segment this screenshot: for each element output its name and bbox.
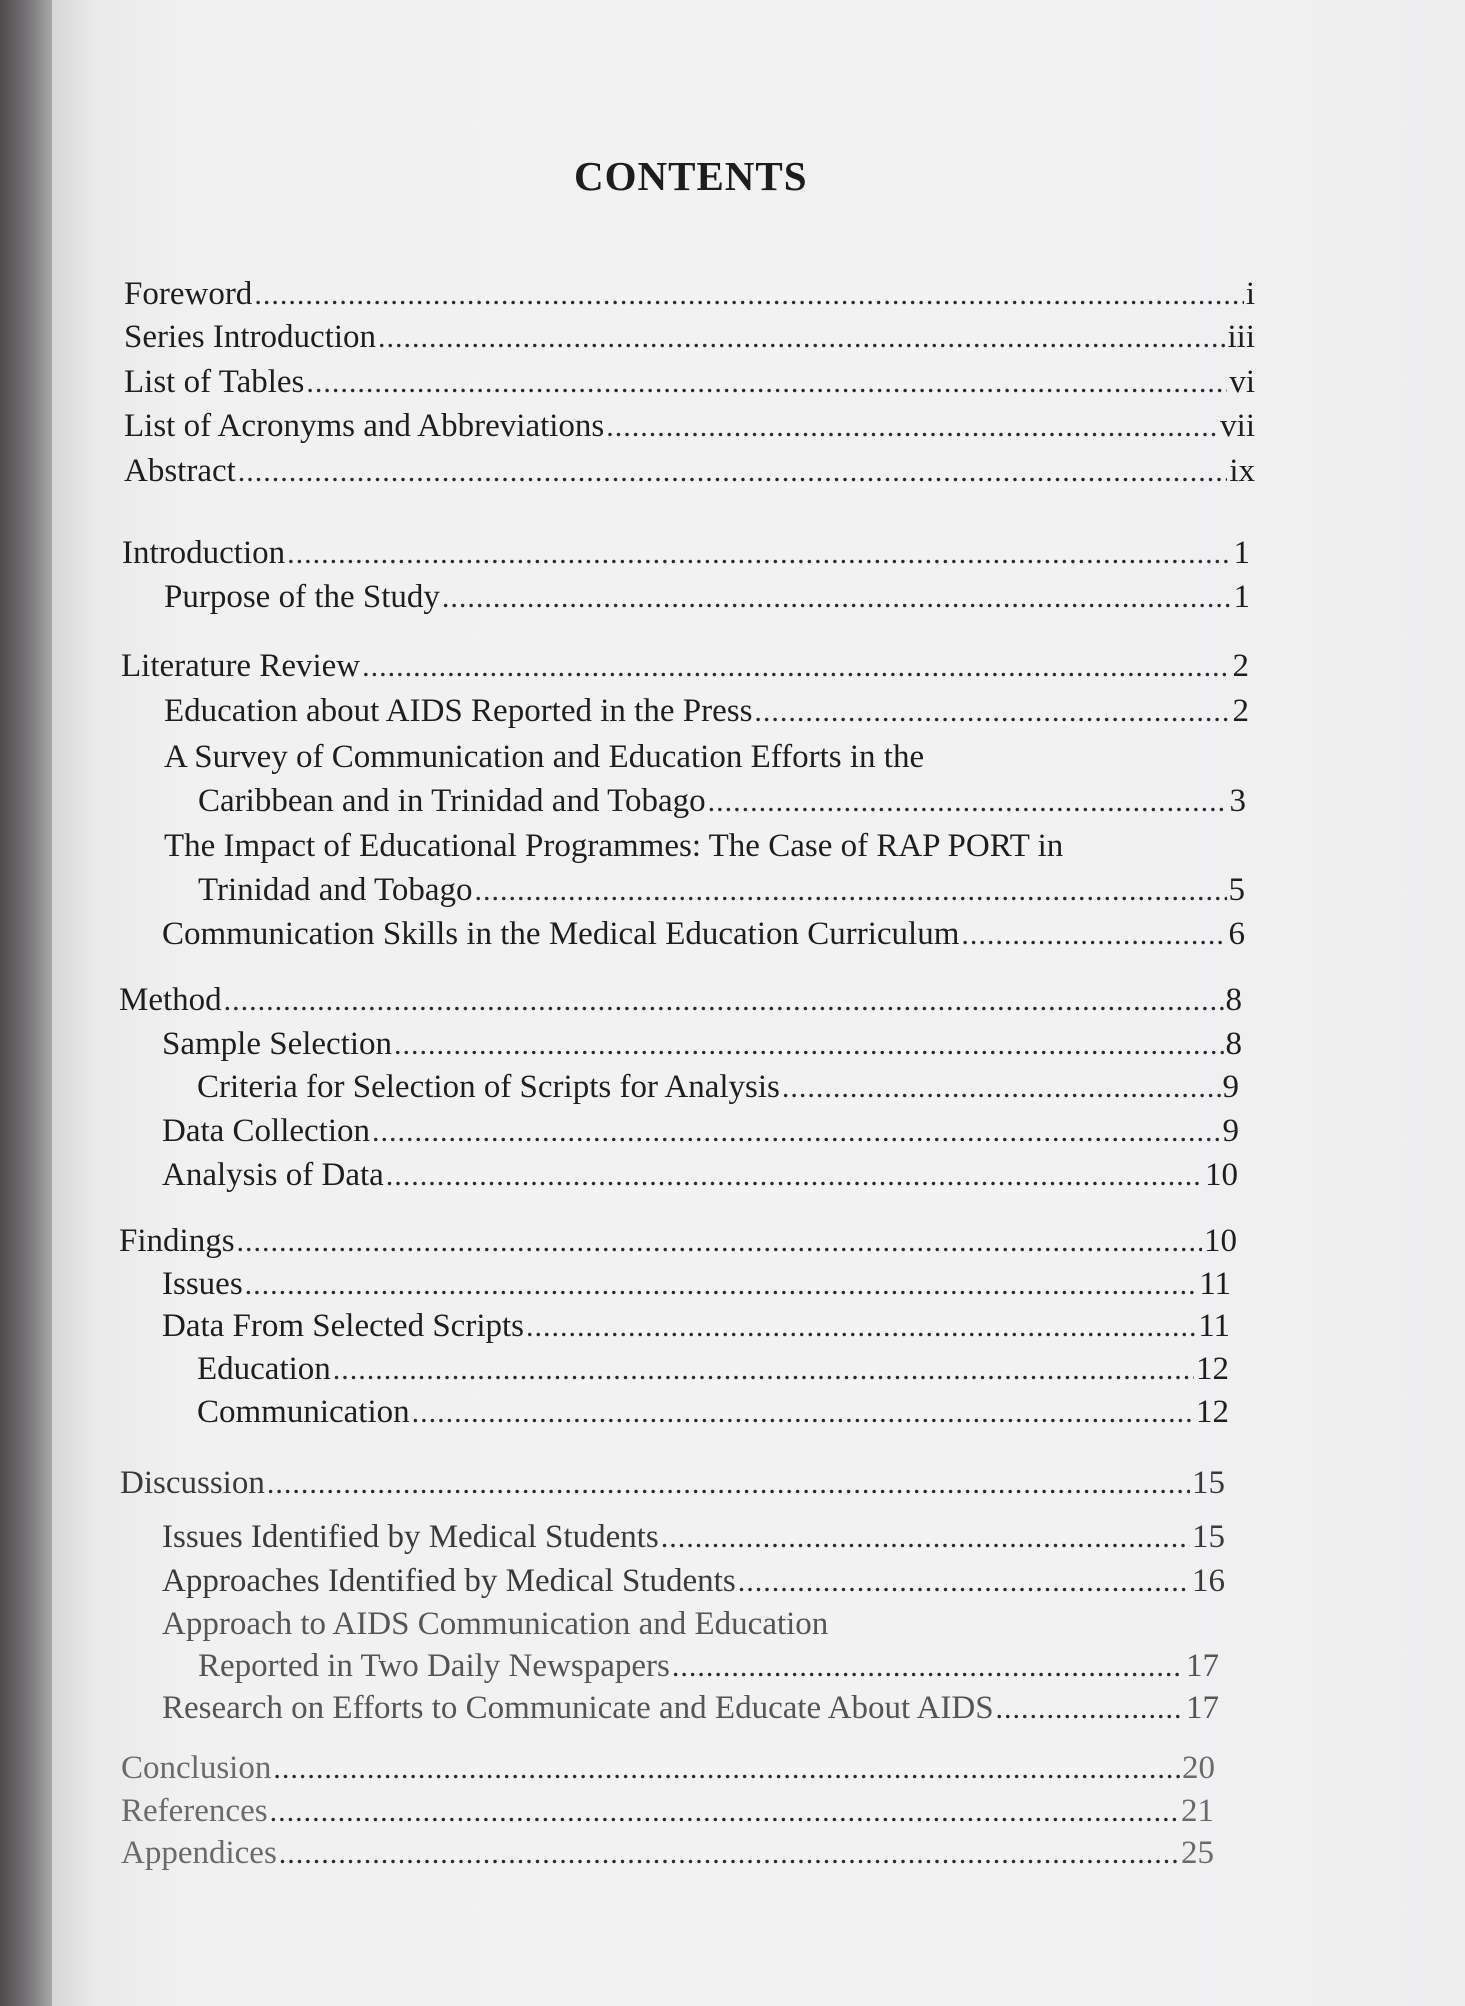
toc-page-number: 1 — [1233, 579, 1250, 615]
toc-entry-issues — [162, 1264, 1231, 1305]
toc-label: Issues Identified by Medical Students — [162, 1519, 659, 1555]
toc-page-number: 15 — [1192, 1519, 1225, 1555]
toc-entry-research — [162, 1688, 1219, 1729]
dot-leader — [738, 1562, 1190, 1602]
toc-label: Data From Selected Scripts — [162, 1308, 525, 1344]
toc-entry-discussion-issues — [162, 1517, 1225, 1558]
toc-entry-findings — [119, 1221, 1237, 1262]
dot-leader — [237, 1222, 1202, 1262]
toc-label: Conclusion — [121, 1750, 272, 1786]
toc-entry-method — [119, 980, 1242, 1021]
dot-leader — [961, 915, 1226, 955]
toc-entry-approach-line1: Approach to AIDS Communication and Education — [162, 1606, 829, 1642]
toc-page-number: 6 — [1228, 916, 1245, 952]
toc-page-number: 25 — [1181, 1835, 1214, 1871]
toc-entry-list-of-tables — [124, 362, 1255, 403]
toc-entry-foreword — [124, 274, 1255, 315]
toc-label: Abstract — [124, 453, 236, 489]
toc-entry-data-collection — [162, 1111, 1239, 1152]
toc-label: Communication — [197, 1394, 410, 1430]
toc-label: Approaches Identified by Medical Students — [162, 1563, 736, 1599]
toc-entry-findings-communication — [197, 1392, 1229, 1433]
toc-label: Communication Skills in the Medical Education Curriculum — [162, 916, 960, 952]
dot-leader — [287, 534, 1231, 574]
toc-label: Analysis of Data — [162, 1157, 384, 1193]
toc-entry-discussion — [120, 1463, 1225, 1504]
toc-entry-approach-newspapers — [198, 1646, 1219, 1687]
toc-label: Trinidad and Tobago — [198, 872, 473, 908]
dot-leader — [378, 318, 1225, 358]
toc-entry-conclusion — [121, 1748, 1215, 1789]
toc-page-number: ix — [1229, 453, 1255, 489]
toc-label: List of Acronyms and Abbreviations — [124, 408, 605, 444]
toc-entry-education-press — [164, 691, 1249, 732]
dot-leader — [672, 1647, 1184, 1687]
toc-label: Literature Review — [121, 648, 361, 684]
dot-leader — [279, 1834, 1179, 1874]
dot-leader — [333, 1350, 1194, 1390]
toc-entry-selected-scripts — [162, 1306, 1230, 1347]
toc-label: Caribbean and in Trinidad and Tobago — [198, 783, 706, 819]
toc-page-number: 11 — [1199, 1266, 1231, 1302]
dot-leader — [245, 1265, 1198, 1305]
toc-entry-communication-skills — [162, 914, 1245, 955]
toc-page-number: 17 — [1186, 1648, 1219, 1684]
dot-leader — [224, 981, 1224, 1021]
toc-label: Introduction — [122, 535, 286, 571]
toc-page-number: 12 — [1196, 1351, 1229, 1387]
dot-leader — [708, 782, 1228, 822]
dot-leader — [273, 1749, 1180, 1789]
toc-label: Discussion — [120, 1465, 265, 1501]
toc-page-number: 12 — [1196, 1394, 1229, 1430]
toc-entry-acronyms — [124, 406, 1255, 447]
dot-leader — [362, 647, 1230, 687]
toc-page-number: 2 — [1232, 693, 1249, 729]
toc-page-number: 20 — [1182, 1750, 1215, 1786]
toc-label: References — [121, 1793, 268, 1829]
toc-page-number: 2 — [1232, 648, 1249, 684]
toc-entry-references — [121, 1791, 1214, 1832]
toc-label: Data Collection — [162, 1113, 371, 1149]
toc-entry-sample-selection — [162, 1024, 1242, 1065]
toc-page-number: 8 — [1225, 1026, 1242, 1062]
toc-entry-discussion-approaches — [162, 1561, 1225, 1602]
toc-page-number: 21 — [1181, 1793, 1214, 1829]
toc-label: Education — [197, 1351, 331, 1387]
dot-leader — [782, 1068, 1221, 1108]
toc-label: List of Tables — [124, 364, 305, 400]
toc-label: Sample Selection — [162, 1026, 393, 1062]
toc-entry-analysis — [162, 1155, 1238, 1196]
dot-leader — [270, 1792, 1179, 1832]
dot-leader — [238, 452, 1228, 492]
toc-label: Findings — [119, 1223, 235, 1259]
toc-page-number: 5 — [1228, 872, 1245, 908]
toc-page-number: 16 — [1192, 1563, 1225, 1599]
dot-leader — [606, 407, 1218, 447]
toc-label: Criteria for Selection of Scripts for Analysis — [197, 1069, 780, 1105]
toc-label: Research on Efforts to Communicate and Educate About AIDS — [162, 1690, 994, 1726]
dot-leader — [475, 871, 1227, 911]
toc-page-number: 8 — [1225, 982, 1242, 1018]
dot-leader — [754, 692, 1230, 732]
toc-page-number: 9 — [1222, 1069, 1239, 1105]
page-title: CONTENTS — [574, 153, 808, 199]
toc-label: Education about AIDS Reported in the Press — [164, 693, 753, 729]
dot-leader — [267, 1464, 1190, 1504]
toc-label: Purpose of the Study — [164, 579, 440, 615]
toc-label: Foreword — [124, 276, 253, 312]
toc-label: Issues — [162, 1266, 243, 1302]
toc-page-number: 10 — [1205, 1157, 1238, 1193]
toc-label: Method — [119, 982, 222, 1018]
toc-label: Reported in Two Daily Newspapers — [198, 1648, 670, 1684]
toc-entry-appendices — [121, 1833, 1214, 1874]
toc-label: Series Introduction — [124, 319, 377, 355]
toc-page-number: vii — [1220, 408, 1255, 444]
dot-leader — [442, 578, 1232, 618]
dot-leader — [386, 1156, 1203, 1196]
toc-entry-findings-education — [197, 1349, 1229, 1390]
toc-page-number: vi — [1229, 364, 1255, 400]
toc-entry-survey-line1: A Survey of Communication and Education Efforts in the — [164, 739, 925, 775]
dot-leader — [661, 1518, 1190, 1558]
dot-leader — [412, 1393, 1194, 1433]
toc-page-number: 10 — [1204, 1223, 1237, 1259]
toc-page-number: 9 — [1222, 1113, 1239, 1149]
toc-page-number: i — [1245, 276, 1255, 312]
toc-page-number: iii — [1227, 319, 1255, 355]
toc-page-number: 11 — [1198, 1308, 1230, 1344]
dot-leader — [372, 1112, 1220, 1152]
toc-entry-survey — [198, 781, 1246, 822]
toc-entry-impact — [198, 870, 1245, 911]
toc-entry-purpose — [164, 577, 1250, 618]
toc-entry-abstract — [124, 451, 1255, 492]
dot-leader — [526, 1307, 1196, 1347]
toc-entry-series-introduction — [124, 317, 1255, 358]
toc-label: Appendices — [121, 1835, 277, 1871]
dot-leader — [996, 1689, 1184, 1729]
toc-entry-introduction — [122, 533, 1250, 574]
toc-entry-impact-line1: The Impact of Educational Programmes: The Case of RAP PORT in — [164, 828, 1064, 864]
dot-leader — [254, 275, 1244, 315]
toc-page-number: 3 — [1229, 783, 1246, 819]
toc-page-number: 17 — [1186, 1690, 1219, 1726]
dot-leader — [394, 1025, 1223, 1065]
dot-leader — [306, 363, 1227, 403]
toc-entry-literature-review — [121, 646, 1249, 687]
toc-entry-criteria — [197, 1067, 1239, 1108]
toc-page-number: 1 — [1233, 535, 1250, 571]
toc-page-number: 15 — [1192, 1465, 1225, 1501]
